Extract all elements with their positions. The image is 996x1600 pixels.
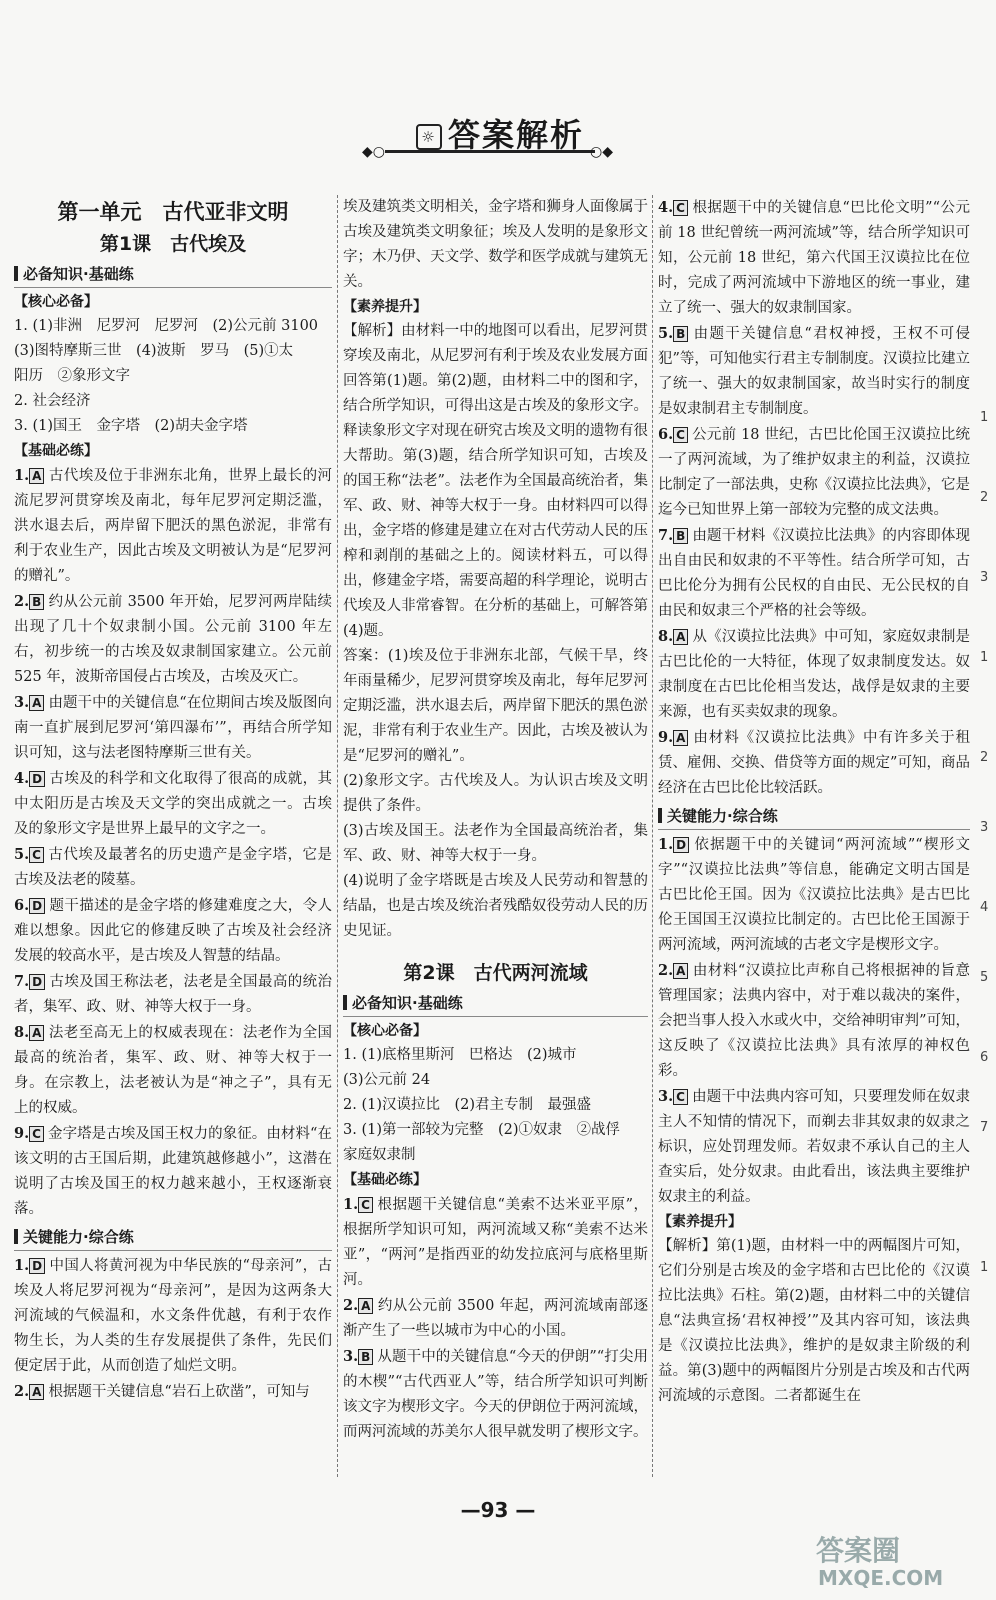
core-list-line: (3)公元前 24 [343, 1072, 431, 1088]
item-number: 8. [658, 628, 674, 645]
ornament-right-icon: ○◆ [590, 144, 613, 160]
core-list [14, 314, 332, 439]
answer-badge: B [673, 528, 688, 544]
item-number: 2. [14, 1383, 30, 1400]
subsection-label: 【基础必练】 [14, 443, 98, 459]
item-explanation: 古埃及国王称法老，法老是全国最高的统治者，集军、政、财、神等大权于一身。 [14, 974, 332, 1015]
item-explanation: 古代埃及位于非洲东北角，世界上最长的河流尼罗河贯穿埃及南北，每年尼罗河定期泛滥，洪水退去后，两岸留下肥沃的黑色淤泥，非常有利于农业生产，因此古埃及文明被认为是“尼罗河的赠礼”。 [14, 468, 332, 584]
item-number: 5. [658, 325, 674, 342]
item-explanation: 从题干中的关键信息“今天的伊朗”“打尖用的木楔”“古代西亚人”等，结合所学知识可判断该文字为楔形文字。今天的伊朗位于两河流域，而两河流域的苏美尔人很早就发明了楔形文字。 [343, 1349, 648, 1440]
item-explanation: 公元前 18 世纪，古巴比伦国王汉谟拉比统一了两河流域，为了维护奴隶主的利益，汉谟拉比制定了一部法典，史称《汉谟拉比法典》，它是迄今已知世界上第一部较为完整的成文法典。 [658, 427, 970, 518]
edge-number: 6 [980, 1050, 989, 1065]
item-explanation: 根据题干关键信息“岩石上砍凿”，可知与 [48, 1384, 310, 1400]
item-number: 1. [658, 836, 674, 853]
answer-list [14, 463, 332, 1222]
item-explanation: 根据题干中的关键信息“巴比伦文明”“公元前 18 世纪曾统一两河流域”等，结合所学知识可知，公元前 18 世纪，第六代国王汉谟拉比在位时，完成了两河流域中下游地区的统一事业，建立了统一、强大的奴隶制国家。 [658, 200, 970, 316]
item-number: 6. [14, 897, 30, 914]
answer-item [658, 195, 970, 321]
edge-number: 5 [980, 970, 989, 985]
watermark-text: 答案圈 [816, 1534, 901, 1567]
answer-list [14, 1253, 332, 1405]
answer-list [658, 832, 970, 1210]
item-explanation: 由材料“汉谟拉比声称自己将根据神的旨意管理国家；法典内容中，对于难以裁决的案件，会把当事人投入水或火中，交给神明审判”可知，这反映了《汉谟拉比法典》具有浓厚的神权色彩。 [658, 963, 970, 1079]
answer-badge: D [29, 898, 45, 914]
answer-item [658, 832, 970, 958]
subsection-label: 【基础必练】 [343, 1172, 427, 1188]
item-number: 2. [658, 962, 674, 979]
answer-badge: C [29, 847, 44, 863]
analysis-text: 【解析】第(1)题，由材料一中的两幅图片可知，它们分别是古埃及的金字塔和古巴比伦的《汉谟拉比法典》石柱。第(2)题，由材料二中的关键信息“法典宣扬‘君权神授’”及其内容可知，该法典是《汉谟拉比法典》，维护的是奴隶主阶级的利益。第(3)题中的两幅图片分别是古埃及和古代两河流域的示意图。二者都诞生在 [658, 1238, 970, 1404]
item-explanation: 古埃及的科学和文化取得了很高的成就，其中太阳历是古埃及天文学的突出成就之一。古埃及的象形文字是世界上最早的文字之一。 [14, 771, 332, 837]
item-number: 9. [658, 729, 674, 746]
core-list-line: (3)图特摩斯三世 (4)波斯 罗马 (5)①太 [14, 343, 294, 359]
item-explanation: 根据题干关键信息“美索不达米亚平原”，根据所学知识可知，两河流域又称“美索不达米亚”，“两河”是指西亚的幼发拉底河与底格里斯河。 [343, 1197, 648, 1288]
core-list-line: 家庭奴隶制 [343, 1147, 416, 1163]
column-1 [14, 195, 332, 1405]
column-2 [343, 195, 648, 1445]
answer-list [343, 1192, 648, 1445]
item-explanation: 由题干材料《汉谟拉比法典》的内容即体现出自由民和奴隶的不平等性。结合所学可知，古巴比伦分为拥有公民权的自由民、无公民权的自由民和奴隶三个严格的社会等级。 [658, 528, 970, 619]
item-explanation: 由题干中法典内容可知，只要理发师在奴隶主人不知情的情况下，而剃去非其奴隶的奴隶之标识，应处罚理发师。若奴隶不承认自己的主人查实后，处分奴隶。由此看出，该法典主要维护奴隶主的利益。 [658, 1089, 970, 1205]
analysis-text: 【解析】由材料一中的地图可以看出，尼罗河贯穿埃及南北，从尼罗河有利于埃及农业发展方面回答第(1)题。第(2)题，由材料二中的图和字，结合所学知识，可得出这是古埃及的象形文字。释读象形文字对现在研究古埃及文明的遗物有很大帮助。第(3)题，结合所学知识可知，古埃及的国王称“法老”。法老作为全国最高统治者，集军、政、财、神等大权于一身。由材料四可以得出，金字塔的修建是建立在对古代劳动人民的压榨和剥削的基础之上的。阅读材料五，可以得出，修建金字塔，需要高超的科学理论，说明古代埃及人非常睿智。在分析的基础上，可解答第(4)题。 [343, 323, 648, 639]
answer-item [14, 690, 332, 766]
core-list-line: 2. (1)汉谟拉比 (2)君主专制 最强盛 [343, 1097, 592, 1113]
item-explanation: 金字塔是古埃及国王权力的象征。由材料“在该文明的古王国后期，此建筑越修越小”，这潜在说明了古埃及国王的权力越来越小，王权逐渐衰落。 [14, 1126, 332, 1217]
item-number: 1. [14, 1257, 30, 1274]
answer-badge: A [29, 695, 44, 711]
section-heading: 关键能力·综合练 [14, 1224, 332, 1251]
answer-text: (2)象形文字。古代埃及人。为认识古埃及文明提供了条件。 [343, 773, 648, 814]
answer-item [658, 725, 970, 801]
item-number: 5. [14, 846, 30, 863]
answer-badge: C [673, 200, 688, 216]
answer-badge: A [673, 963, 688, 979]
item-explanation: 中国人将黄河视为中华民族的“母亲河”，古埃及人将尼罗河视为“母亲河”，是因为这两条大河流域的气候温和，水文条件优越，有利于农作物生长，为人类的生存发展提供了条件，先民们便定居于此，从而创造了灿烂文明。 [14, 1258, 332, 1374]
ornament-left-icon: ◆○ [362, 144, 385, 160]
subsection-label: 【素养提升】 [343, 299, 427, 315]
page-title-text: 答案解析 [447, 116, 584, 154]
item-explanation: 依据题干中的关键词“两河流域”“楔形文字”“汉谟拉比法典”等信息，能确定文明古国是古巴比伦王国。因为《汉谟拉比法典》是古巴比伦王国国王汉谟拉比制定的。古巴比伦王国源于两河流域，两河流域的古老文字是楔形文字。 [658, 837, 970, 953]
answer-item [14, 893, 332, 969]
core-list-line: 2. 社会经济 [14, 393, 91, 409]
edge-number: 2 [980, 750, 989, 765]
answer-item [658, 958, 970, 1084]
answer-item [14, 589, 332, 690]
answer-item [14, 1379, 332, 1405]
column-divider [652, 195, 653, 1477]
item-explanation: 从《汉谟拉比法典》中可知，家庭奴隶制是古巴比伦的一大特征，体现了奴隶制度发达。奴隶制度在古巴比伦相当发达，战俘是奴隶的主要来源，也有买卖奴隶的现象。 [658, 629, 970, 720]
page-title [405, 110, 595, 156]
answer-item [14, 969, 332, 1020]
answer-item [14, 766, 332, 842]
page-header [0, 110, 996, 170]
answer-badge: A [673, 629, 688, 645]
subsection-label: 【素养提升】 [658, 1214, 742, 1230]
answer-badge: B [673, 326, 688, 342]
item-explanation: 由题干关键信息“君权神授，王权不可侵犯”等，可知他实行君主专制制度。汉谟拉比建立了统一、强大的奴隶制国家，故当时实行的制度是奴隶制君主专制制度。 [658, 326, 970, 417]
answer-text: 答案：(1)埃及位于非洲东北部，气候干旱，终年雨量稀少，尼罗河贯穿埃及南北，每年尼罗河定期泛滥，洪水退去后，两岸留下肥沃的黑色淤泥，非常有利于农业生产。因此，古埃及被认为是“尼罗河的赠礼”。 [343, 648, 648, 764]
item-explanation: 由题干中的关键信息“在位期间古埃及版图向南一直扩展到尼罗河‘第四瀑布’”，再结合所学知识可知，这与法老图特摩斯三世有关。 [14, 695, 332, 761]
answer-item [658, 1084, 970, 1210]
item-number: 7. [658, 527, 674, 544]
answer-text: 埃及建筑类文明相关，金字塔和狮身人面像属于古埃及建筑类文明象征；埃及人发明的是象形文字；木乃伊、天文学、数学和医学成就与建筑无关。 [343, 199, 648, 290]
answer-item [14, 463, 332, 589]
core-list-line: 阳历 ②象形文字 [14, 368, 130, 384]
answer-badge: C [358, 1197, 373, 1213]
watermark-logo [812, 1530, 987, 1590]
answer-badge: D [29, 771, 45, 787]
edge-number: 1 [980, 650, 989, 665]
edge-number: 3 [980, 570, 989, 585]
core-list-line: 3. (1)第一部较为完整 (2)①奴隶 ②战俘 [343, 1122, 621, 1138]
item-number: 2. [343, 1297, 359, 1314]
item-number: 3. [14, 694, 30, 711]
item-number: 4. [658, 199, 674, 216]
answer-item [658, 523, 970, 624]
edge-number: 4 [980, 900, 989, 915]
core-list-line: 1. (1)非洲 尼罗河 尼罗河 (2)公元前 3100 [14, 318, 319, 334]
edge-number: 3 [980, 820, 989, 835]
answer-item [343, 1192, 648, 1293]
answer-badge: B [358, 1349, 373, 1365]
answer-item [14, 1020, 332, 1121]
item-number: 9. [14, 1125, 30, 1142]
page-number: —93 — [460, 1498, 536, 1522]
answer-text: (4)说明了金字塔既是古埃及人民劳动和智慧的结晶，也是古埃及统治者残酷奴役劳动人民的历史见证。 [343, 873, 648, 939]
item-number: 3. [343, 1348, 359, 1365]
lightbulb-icon: ☼ [416, 124, 442, 150]
answer-badge: A [358, 1298, 373, 1314]
section-heading: 必备知识·基础练 [14, 261, 332, 288]
answer-badge: A [673, 730, 688, 746]
item-number: 3. [658, 1088, 674, 1105]
answer-text: (3)古埃及国王。法老作为全国最高统治者，集军、政、财、神等大权于一身。 [343, 823, 648, 864]
column-3 [658, 195, 970, 1409]
core-list-line: 1. (1)底格里斯河 巴格达 (2)城市 [343, 1047, 577, 1063]
answer-item [658, 422, 970, 523]
answer-badge: A [29, 468, 44, 484]
subsection-label: 【核心必备】 [343, 1023, 427, 1039]
answer-item [343, 1344, 648, 1445]
unit-title: 第一单元 古代亚非文明 [57, 200, 289, 224]
section-heading: 必备知识·基础练 [343, 990, 648, 1017]
item-number: 7. [14, 973, 30, 990]
answer-list [658, 195, 970, 801]
column-divider [337, 195, 338, 1477]
answer-badge: A [29, 1025, 44, 1041]
answer-badge: D [29, 974, 45, 990]
item-explanation: 约从公元前 3500 年开始，尼罗河两岸陆续出现了几十个奴隶制小国。公元前 3100 年左右，初步统一的古埃及奴隶制国家建立。公元前 525 年，波斯帝国侵占古埃及，古埃及灭亡。 [14, 594, 332, 685]
lesson-title: 第1课 古代埃及 [99, 233, 247, 255]
item-number: 6. [658, 426, 674, 443]
edge-number: 1 [980, 1260, 989, 1275]
item-number: 1. [343, 1196, 359, 1213]
core-list [343, 1043, 648, 1168]
item-number: 2. [14, 593, 30, 610]
item-explanation: 题干描述的是金字塔的修建难度之大，令人难以想象。因此它的修建反映了古埃及社会经济发展的较高水平，是古埃及人智慧的结晶。 [14, 898, 332, 964]
answer-badge: C [673, 1089, 688, 1105]
edge-number: 2 [980, 490, 989, 505]
item-explanation: 由材料《汉谟拉比法典》中有许多关于租赁、雇佣、交换、借贷等方面的规定”可知，商品经济在古巴比伦比较活跃。 [658, 730, 970, 796]
answer-badge: A [29, 1384, 44, 1400]
answer-item [658, 624, 970, 725]
item-explanation: 约从公元前 3500 年起，两河流域南部逐渐产生了一些以城市为中心的小国。 [343, 1298, 648, 1339]
answer-item [14, 842, 332, 893]
answer-badge: D [29, 1258, 45, 1274]
edge-number: 1 [980, 410, 989, 425]
answer-item [658, 321, 970, 422]
answer-item [343, 1293, 648, 1344]
adjacent-page-edge [978, 390, 996, 1490]
lesson-title: 第2课 古代两河流域 [403, 962, 588, 984]
item-number: 1. [14, 467, 30, 484]
answer-item [14, 1121, 332, 1222]
edge-number: 7 [980, 1120, 989, 1135]
answer-badge: C [29, 1126, 44, 1142]
item-explanation: 法老至高无上的权威表现在：法老作为全国最高的统治者，集军、政、财、神等大权于一身。在宗教上，法老被认为是“神之子”，具有无上的权威。 [14, 1025, 332, 1116]
item-number: 8. [14, 1024, 30, 1041]
item-number: 4. [14, 770, 30, 787]
answer-badge: B [29, 594, 44, 610]
answer-badge: C [673, 427, 688, 443]
subsection-label: 【核心必备】 [14, 294, 98, 310]
answer-item [14, 1253, 332, 1379]
core-list-line: 3. (1)国王 金字塔 (2)胡夫金字塔 [14, 418, 248, 434]
answer-badge: D [673, 837, 689, 853]
section-heading: 关键能力·综合练 [658, 803, 970, 830]
watermark-url: MXQE.COM [818, 1566, 944, 1590]
item-explanation: 古代埃及最著名的历史遗产是金字塔，它是古埃及法老的陵墓。 [14, 847, 332, 888]
